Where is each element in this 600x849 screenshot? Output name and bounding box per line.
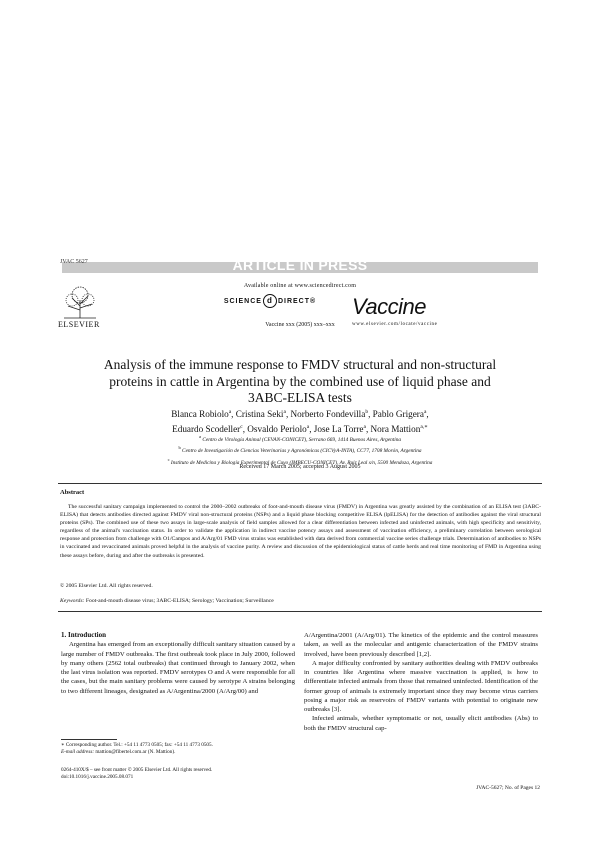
- doi-line[interactable]: doi:10.1016/j.vaccine.2005.08.071: [61, 774, 134, 781]
- issn-line: 0264-410X/$ – see front matter © 2005 Elsevier Ltd. All rights reserved.: [61, 767, 213, 773]
- footnote-divider: [61, 739, 117, 740]
- sciencedirect-left: SCIENCE: [223, 297, 262, 305]
- author: Pablo Grigera$^a$,: [372, 409, 429, 420]
- paragraph: Argentina has emerged from an exceptionally difficult sanitary situation caused by a large number of FMDV outbreaks. The first outbreak took place in July 2000, followed by many others (2562 total outbreaks) that continued through to January 2002, when the last virus isolation was reported. FMDV serotypes O and A were responsible for all the cases, but the main sanitary problems were caused by serotype A strains belonging to two different lineages, designated as A/Argentina/2000 (A/Arg/00) and: [61, 641, 295, 695]
- affiliation: $^a$ Centro de Virología Animal (CEVAN-CONICET), Serrano 669, 1414 Buenos Aires, Argentina: [198, 434, 401, 443]
- abstract-copyright: © 2005 Elsevier Ltd. All rights reserved.: [60, 583, 153, 589]
- corresponding-author-note: ∗ Corresponding author. Tel.: +54 11 4773 0505; fax: +54 11 4773 0505.: [61, 742, 213, 748]
- front-matter: [61, 767, 301, 782]
- author: Jose La Torre$^a$,: [313, 424, 371, 435]
- article-in-press-text: ARTICLE IN PRESS: [232, 257, 368, 273]
- author: Cristina Seki$^a$,: [235, 409, 291, 420]
- author: Osvaldo Periolo$^a$,: [247, 424, 314, 435]
- received-dates: Received 17 March 2005; accepted 3 August 2005: [239, 464, 361, 470]
- author: Blanca Robiolo$^a$,: [171, 409, 236, 420]
- elsevier-tree-logo-icon: [60, 284, 100, 320]
- section-heading: 1. Introduction: [61, 631, 106, 639]
- journal-code: JVAC 5627: [60, 259, 88, 265]
- abstract-heading: Abstract: [60, 489, 85, 496]
- email-label: E-mail address:: [61, 749, 95, 756]
- sciencedirect-right: DIRECT®: [277, 297, 317, 305]
- corresponding-author: Nora Mattion$^{a,∗}$: [370, 424, 428, 435]
- page-footer: JVAC-5627; No. of Pages 12: [476, 785, 540, 791]
- abstract-body: [60, 503, 541, 560]
- email-note: [61, 749, 301, 756]
- author-line-1: [80, 406, 520, 421]
- divider: [58, 611, 542, 612]
- footnote: [61, 742, 301, 757]
- author: Norberto Fondevilla$^b$,: [290, 409, 373, 420]
- email-address[interactable]: mattion@fibertel.com.ar (N. Mattion).: [95, 749, 176, 756]
- keywords: [60, 598, 274, 604]
- author-list: [80, 406, 520, 436]
- paragraph: A major difficulty confronted by sanitary authorities dealing with FMDV outbreaks in countries like Argentina where massive vaccination is applied, is how to differentiate infected animals from those that remained uninfected. Identification of the former group of animals is extremely important since they may become virus carriers posing a major risk as reservoirs of FMDV variants with potential to originate new outbreaks [3].: [304, 659, 538, 713]
- journal-citation: Vaccine xxx (2005) xxx–xxx: [265, 322, 335, 328]
- keywords-list: Foot-and-mouth disease virus; 3ABC-ELISA; Serology; Vaccination; Surveillance: [85, 598, 274, 604]
- available-online: Available online at www.sciencedirect.com: [243, 283, 357, 289]
- affiliations: [70, 433, 530, 467]
- journal-logo: Vaccine: [352, 294, 426, 319]
- keywords-label: Keywords:: [60, 598, 85, 604]
- affiliation: $^c$ Instituto de Medicina y Biología Experimental de Cuyo (IMBECU-CONICET), Av. Ruiz Leal s/n, 5500 Mendoza, Argentina: [167, 456, 433, 466]
- journal-url: www.elsevier.com/locate/vaccine: [352, 322, 438, 327]
- body-column-left: [61, 631, 295, 696]
- divider: [58, 483, 542, 484]
- author: Eduardo Scodeller$^c$,: [172, 424, 248, 435]
- abstract-text: The successful sanitary campaign implemented to control the 2000–2002 outbreaks of foot-and-mouth disease virus (FMDV) in Argentina was greatly assisted by the combination of an ELISA test (3ABC-ELISA) that detects antibodies directed against FMDV viral non-structural proteins (NSPs) and a liquid phase blocking competitive ELISA (lpELISA) for the detection of antibodies against the viral structural proteins (SPs). The combined use of these two assays in large-scale analysis of field samples allowed for a clear differentiation between infected and uninfected animals, with high specificity and sensitivity, regardless of the animal's vaccination status. In order to validate the application in indirect vaccine potency assays and assessment of vaccination efficiency, a preliminary correlation between serological response and protection from challenge with O1/Campos and A/Arg/01 FMD virus strains was established with data derived from commercial vaccine series challenge trials. Determination of antibodies to NSPs in vaccinated and revaccinated animals proved helpful in the analysis of vaccine purity. A review and discussion of the epidemiological status of cattle herds and real time monitoring of FMD in Argentina using these assays before, during and after the outbreaks is presented.: [60, 504, 541, 559]
- publisher-name: ELSEVIER: [58, 320, 100, 329]
- paragraph: A/Argentina/2001 (A/Arg/01). The kinetics of the epidemic and the control measures taken, as well as the molecular and antigenic characterization of the FMDV strains involved, have been previously described [1,2].: [304, 632, 538, 658]
- paragraph: Infected animals, whether symptomatic or not, usually elicit antibodies (Abs) to both the FMDV structural cap-: [304, 715, 538, 732]
- affiliation: $^b$ Centro de Investigación de Ciencias Veterinarias y Agronómicas (CICVyA-INTA), CC77, 1708 Morón, Argentina: [178, 445, 422, 455]
- body-column-right: [304, 631, 538, 733]
- article-title: Analysis of the immune response to FMDV structural and non-structural proteins in cattle in Argentina by the combined use of liquid phase and 3ABC-ELISA tests: [103, 357, 497, 405]
- sciencedirect-logo: [190, 294, 350, 308]
- sciencedirect-at-icon: d: [263, 294, 277, 308]
